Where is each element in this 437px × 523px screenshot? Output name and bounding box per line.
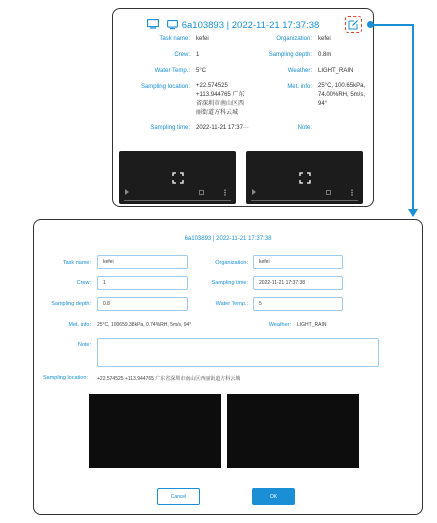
crew-input[interactable]: 1: [97, 276, 188, 290]
sampling-depth-input[interactable]: 0.8: [97, 297, 188, 311]
detail-header: [113, 18, 373, 32]
water-temp-value: 5°C: [196, 68, 207, 74]
sampling-time-label: Sampling time:: [150, 125, 190, 131]
task-name-label: Task name:: [62, 260, 91, 266]
organization-label: Organization:: [215, 260, 248, 266]
detail-card: [112, 8, 374, 207]
sampling-time-input[interactable]: 2022-11-21 17:37:38: [253, 276, 343, 290]
video-player-1[interactable]: [119, 151, 236, 204]
sampling-location-label: Sampling location:: [43, 375, 88, 381]
weather-value: LIGHT_RAIN: [297, 322, 327, 328]
sampling-location-value: +22.574525 +113.944765 广东省深圳市南山区西丽街道方科云城: [97, 376, 241, 382]
met-info-label: Met. info:: [68, 322, 91, 328]
fullscreen-icon[interactable]: [299, 172, 311, 184]
video-player-2[interactable]: [246, 151, 363, 204]
weather-label: Weather:: [268, 322, 291, 328]
task-name-value: kefei: [196, 36, 209, 42]
crew-value: 1: [196, 52, 200, 58]
sampling-location-label: Sampling location:: [140, 84, 190, 90]
met-info-label: Met. info:: [287, 84, 312, 90]
progress-bar[interactable]: [251, 200, 358, 202]
monitor-icon: [167, 20, 178, 30]
sampling-depth-value: 0.8m: [318, 52, 332, 58]
form-title: 6a103893 | 2022-11-21 17:37:38: [184, 236, 272, 242]
crew-label: Crew:: [76, 280, 91, 286]
fullscreen-icon[interactable]: [172, 172, 184, 184]
detail-title: 6a103893 | 2022-11-21 17:37:38: [181, 19, 320, 31]
note-textarea[interactable]: [97, 338, 379, 367]
progress-bar[interactable]: [124, 200, 231, 202]
met-info-value: 25°C, 100.65kPa, 74.00%RH, 5m/s, 94°: [318, 83, 366, 107]
water-temp-label: Water Temp.:: [215, 301, 248, 307]
water-temp-label: Water Temp.:: [154, 68, 190, 74]
task-name-label: Task name:: [159, 36, 190, 42]
organization-input[interactable]: kefei: [253, 255, 343, 269]
video-preview-2[interactable]: [227, 394, 359, 468]
connector-line: [412, 24, 414, 210]
sampling-time-label: Sampling time:: [211, 280, 248, 286]
connector-line: [370, 24, 413, 26]
edit-button[interactable]: [345, 16, 362, 33]
play-icon[interactable]: [125, 189, 129, 195]
edit-icon: [348, 19, 359, 30]
more-icon[interactable]: [351, 189, 353, 196]
video-preview-1[interactable]: [89, 394, 221, 468]
play-icon[interactable]: [252, 189, 256, 195]
sampling-location-value: +22.574525 +113.944765 广东省深圳市南山区西丽街道方科云城: [196, 83, 245, 116]
fullscreen-icon[interactable]: [326, 190, 331, 195]
organization-value: kefei: [318, 36, 331, 42]
fullscreen-icon[interactable]: [199, 190, 204, 195]
organization-label: Organization:: [276, 36, 312, 42]
task-name-input[interactable]: kefei: [97, 255, 188, 269]
sampling-depth-label: Sampling depth:: [268, 52, 312, 58]
weather-value: LIGHT_RAIN: [318, 68, 354, 74]
water-temp-input[interactable]: 5: [253, 297, 343, 311]
sampling-depth-label: Sampling depth:: [51, 301, 91, 307]
note-label: Note:: [297, 125, 312, 131]
arrow-down-icon: [408, 209, 418, 217]
ok-button[interactable]: OK: [252, 488, 295, 505]
edit-form-card: [33, 219, 423, 515]
sampling-time-value: 2022-11-21 17:37···: [196, 125, 249, 131]
note-label: Note:: [77, 342, 91, 348]
crew-label: Crew:: [174, 52, 190, 58]
weather-label: Weather:: [287, 68, 312, 74]
cancel-button[interactable]: Cancel: [157, 488, 200, 505]
more-icon[interactable]: [224, 189, 226, 196]
met-info-value: 25°C, 100659.38kPa, 0.74%RH, 5m/s, 94°: [97, 322, 192, 328]
